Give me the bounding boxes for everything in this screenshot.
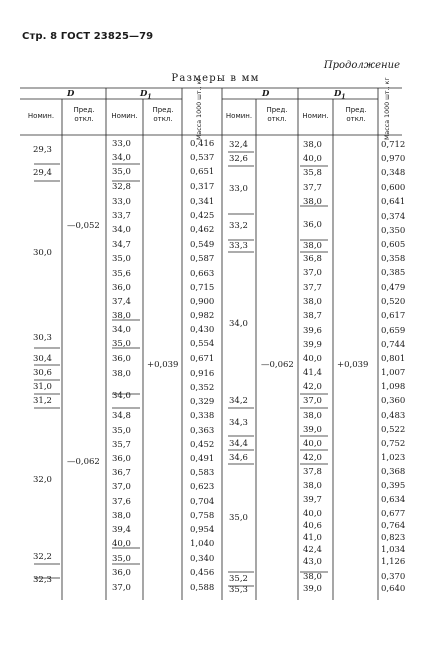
left-d1-cell: 35,7 bbox=[112, 440, 131, 450]
left-mass-cell: 0,663 bbox=[190, 269, 215, 279]
left-mass-cell: 0,587 bbox=[190, 254, 215, 264]
right-d1-cell: 37,0 bbox=[303, 268, 322, 278]
right-mass-cell: 0,600 bbox=[381, 183, 406, 193]
right-d-cell: 34,2 bbox=[229, 396, 248, 406]
right-d-deviation: —0,062 bbox=[261, 360, 294, 370]
right-d-cell: 34,4 bbox=[229, 439, 248, 449]
right-d1-cell: 39,7 bbox=[303, 495, 322, 505]
left-d1-cell: 37,0 bbox=[112, 583, 131, 593]
right-mass-cell: 1,034 bbox=[381, 545, 406, 555]
left-d1-cell: 34,7 bbox=[112, 240, 131, 250]
right-d-cell: 35,0 bbox=[229, 513, 248, 523]
col-d1-right: $D_1$ bbox=[334, 89, 346, 101]
left-mass-cell: 0,704 bbox=[190, 497, 215, 507]
right-mass-cell: 0,752 bbox=[381, 439, 406, 449]
left-d1-cell: 36,0 bbox=[112, 568, 131, 578]
col-nominal-d-right: Номин. bbox=[225, 112, 253, 120]
left-d1-cell: 35,0 bbox=[112, 254, 131, 264]
right-d1-cell: 36,0 bbox=[303, 220, 322, 230]
right-d-cell: 33,2 bbox=[229, 221, 248, 231]
col-d-right: D bbox=[262, 89, 270, 99]
col-mass-left: Масса 1000 шт., кг bbox=[196, 77, 203, 140]
left-d1-cell: 34,8 bbox=[112, 411, 131, 421]
right-d1-cell: 39,0 bbox=[303, 584, 322, 594]
right-mass-cell: 0,522 bbox=[381, 425, 406, 435]
right-mass-cell: 0,350 bbox=[381, 226, 406, 236]
left-mass-cell: 0,363 bbox=[190, 426, 215, 436]
right-mass-cell: 0,801 bbox=[381, 354, 406, 364]
right-mass-cell: 0,605 bbox=[381, 240, 406, 250]
left-mass-cell: 0,588 bbox=[190, 583, 215, 593]
left-mass-cell: 0,623 bbox=[190, 482, 215, 492]
right-mass-cell: 0,520 bbox=[381, 297, 406, 307]
right-mass-cell: 0,677 bbox=[381, 509, 406, 519]
left-d1-cell: 36,7 bbox=[112, 468, 131, 478]
left-d1-cell: 32,8 bbox=[112, 182, 131, 192]
right-mass-cell: 0,374 bbox=[381, 212, 406, 222]
right-d1-cell: 35,8 bbox=[303, 168, 322, 178]
right-mass-cell: 0,368 bbox=[381, 467, 406, 477]
col-nominal-d1-left: Номин. bbox=[111, 112, 138, 120]
right-d1-cell: 39,0 bbox=[303, 425, 322, 435]
left-mass-cell: 0,900 bbox=[190, 297, 215, 307]
right-d1-cell: 37,7 bbox=[303, 283, 322, 293]
right-mass-cell: 0,360 bbox=[381, 396, 406, 406]
right-d1-cell: 38,0 bbox=[303, 481, 322, 491]
left-d-cell: 32,3 bbox=[33, 575, 52, 585]
col-dev-d1-right: Пред. откл. bbox=[345, 106, 367, 123]
left-mass-cell: 0,549 bbox=[190, 240, 215, 250]
right-d-cell: 34,6 bbox=[229, 453, 248, 463]
col-d-left: D bbox=[67, 89, 75, 99]
left-mass-cell: 0,416 bbox=[190, 139, 215, 149]
right-mass-cell: 1,126 bbox=[381, 557, 406, 567]
left-d-cell: 30,0 bbox=[33, 248, 52, 258]
right-d1-cell: 40,6 bbox=[303, 521, 322, 531]
left-d1-cell: 37,6 bbox=[112, 497, 131, 507]
left-d1-cell: 37,0 bbox=[112, 482, 131, 492]
left-mass-cell: 0,554 bbox=[190, 339, 215, 349]
left-mass-cell: 0,491 bbox=[190, 454, 215, 464]
right-mass-cell: 0,617 bbox=[381, 311, 406, 321]
right-d-cell: 33,3 bbox=[229, 241, 248, 251]
right-d-cell: 32,4 bbox=[229, 140, 248, 150]
left-d1-cell: 38,0 bbox=[112, 311, 131, 321]
right-d1-cell: 37,7 bbox=[303, 183, 322, 193]
right-mass-cell: 0,641 bbox=[381, 197, 406, 207]
left-d1-cell: 38,0 bbox=[112, 511, 131, 521]
left-d1-cell: 34,0 bbox=[112, 225, 131, 235]
right-mass-cell: 0,348 bbox=[381, 168, 406, 178]
right-d1-deviation: +0,039 bbox=[337, 360, 369, 370]
right-d1-cell: 42,0 bbox=[303, 382, 322, 392]
left-d-cell: 31,0 bbox=[33, 382, 52, 392]
right-mass-cell: 1,007 bbox=[381, 368, 406, 378]
right-d1-cell: 40,0 bbox=[303, 509, 322, 519]
left-mass-cell: 0,758 bbox=[190, 511, 215, 521]
right-d1-cell: 40,0 bbox=[303, 354, 322, 364]
right-mass-cell: 0,640 bbox=[381, 584, 406, 594]
left-d1-cell: 34,0 bbox=[112, 153, 131, 163]
left-d1-cell: 36,0 bbox=[112, 354, 131, 364]
left-mass-cell: 0,537 bbox=[190, 153, 215, 163]
left-d-cell: 30,3 bbox=[33, 333, 52, 343]
left-d-cell: 32,0 bbox=[33, 475, 52, 485]
left-d1-cell: 33,0 bbox=[112, 139, 131, 149]
right-d1-cell: 39,6 bbox=[303, 326, 322, 336]
right-mass-cell: 0,970 bbox=[381, 154, 406, 164]
left-mass-cell: 0,452 bbox=[190, 440, 215, 450]
right-mass-cell: 0,358 bbox=[381, 254, 406, 264]
left-d1-cell: 35,6 bbox=[112, 269, 131, 279]
right-mass-cell: 1,023 bbox=[381, 453, 406, 463]
right-d-cell: 34,0 bbox=[229, 319, 248, 329]
page-header: Стр. 8 ГОСТ 23825—79 bbox=[22, 31, 154, 42]
right-d1-cell: 39,9 bbox=[303, 340, 322, 350]
left-d-cell: 32,2 bbox=[33, 552, 52, 562]
left-d1-cell: 33,7 bbox=[112, 211, 131, 221]
left-d-cell: 29,3 bbox=[33, 145, 52, 155]
right-d1-cell: 36,8 bbox=[303, 254, 322, 264]
right-d-cell: 34,3 bbox=[229, 418, 248, 428]
left-mass-cell: 0,317 bbox=[190, 182, 215, 192]
left-d1-cell: 39,4 bbox=[112, 525, 131, 535]
right-d1-cell: 38,0 bbox=[303, 411, 322, 421]
left-d1-cell: 37,4 bbox=[112, 297, 131, 307]
left-d1-cell: 35,0 bbox=[112, 339, 131, 349]
right-mass-cell: 0,370 bbox=[381, 572, 406, 582]
col-dev-d1-left: Пред. откл. bbox=[152, 106, 174, 123]
right-d1-cell: 37,0 bbox=[303, 396, 322, 406]
left-d1-cell: 34,0 bbox=[112, 325, 131, 335]
col-nominal-d-left: Номин. bbox=[27, 112, 55, 120]
left-d1-cell: 33,0 bbox=[112, 197, 131, 207]
right-d-cell: 33,0 bbox=[229, 184, 248, 194]
left-mass-cell: 0,456 bbox=[190, 568, 215, 578]
left-d1-cell: 40,0 bbox=[112, 539, 131, 549]
left-d-cell: 30,4 bbox=[33, 354, 52, 364]
left-mass-cell: 0,715 bbox=[190, 283, 215, 293]
left-mass-cell: 0,352 bbox=[190, 383, 215, 393]
right-d1-cell: 38,7 bbox=[303, 311, 322, 321]
left-d-deviation: —0,062 bbox=[67, 457, 100, 467]
right-d1-cell: 42,4 bbox=[303, 545, 322, 555]
right-mass-cell: 0,634 bbox=[381, 495, 406, 505]
right-mass-cell: 0,764 bbox=[381, 521, 406, 531]
continuation-label: Продолжение bbox=[323, 60, 400, 71]
right-mass-cell: 0,744 bbox=[381, 340, 406, 350]
col-d1-left: $D_1$ bbox=[140, 89, 152, 101]
left-mass-cell: 0,462 bbox=[190, 225, 215, 235]
right-mass-cell: 0,659 bbox=[381, 326, 406, 336]
left-mass-cell: 0,671 bbox=[190, 354, 215, 364]
right-d1-cell: 41,0 bbox=[303, 533, 322, 543]
right-d1-cell: 38,0 bbox=[303, 241, 322, 251]
left-mass-cell: 0,651 bbox=[190, 167, 215, 177]
right-d1-cell: 41,4 bbox=[303, 368, 322, 378]
left-d1-cell: 36,0 bbox=[112, 283, 131, 293]
left-mass-cell: 0,338 bbox=[190, 411, 215, 421]
left-d1-cell: 35,0 bbox=[112, 167, 131, 177]
right-mass-cell: 0,823 bbox=[381, 533, 406, 543]
col-mass-right: Масса 1000 шт., кг bbox=[384, 77, 391, 140]
right-d1-cell: 43,0 bbox=[303, 557, 322, 567]
left-d-deviation: —0,052 bbox=[67, 221, 100, 231]
right-d1-cell: 37,8 bbox=[303, 467, 322, 477]
right-d1-cell: 40,0 bbox=[303, 439, 322, 449]
right-d1-cell: 42,0 bbox=[303, 453, 322, 463]
left-mass-cell: 0,583 bbox=[190, 468, 215, 478]
left-mass-cell: 0,329 bbox=[190, 397, 215, 407]
left-mass-cell: 0,954 bbox=[190, 525, 215, 535]
units-caption: Размеры в мм bbox=[171, 73, 260, 84]
left-d-cell: 29,4 bbox=[33, 168, 52, 178]
left-d1-cell: 35,0 bbox=[112, 426, 131, 436]
left-mass-cell: 1,040 bbox=[190, 539, 215, 549]
left-mass-cell: 0,340 bbox=[190, 554, 215, 564]
left-mass-cell: 0,982 bbox=[190, 311, 215, 321]
col-dev-d-left: Пред. откл. bbox=[73, 106, 95, 123]
left-d1-cell: 36,0 bbox=[112, 454, 131, 464]
left-mass-cell: 0,430 bbox=[190, 325, 215, 335]
right-d1-cell: 38,0 bbox=[303, 297, 322, 307]
right-d1-cell: 38,0 bbox=[303, 572, 322, 582]
col-nominal-d1-right: Номин. bbox=[302, 112, 329, 120]
left-d-cell: 31,2 bbox=[33, 396, 52, 406]
left-mass-cell: 0,341 bbox=[190, 197, 215, 207]
right-d-cell: 35,2 bbox=[229, 574, 248, 584]
right-d1-cell: 38,0 bbox=[303, 140, 322, 150]
right-mass-cell: 0,479 bbox=[381, 283, 406, 293]
right-mass-cell: 0,395 bbox=[381, 481, 406, 491]
right-d-cell: 32,6 bbox=[229, 154, 248, 164]
right-mass-cell: 0,712 bbox=[381, 140, 406, 150]
left-d1-cell: 34,0 bbox=[112, 391, 131, 401]
right-mass-cell: 0,385 bbox=[381, 268, 406, 278]
right-mass-cell: 1,098 bbox=[381, 382, 406, 392]
right-mass-cell: 0,483 bbox=[381, 411, 406, 421]
left-d1-cell: 35,0 bbox=[112, 554, 131, 564]
left-d-cell: 30,6 bbox=[33, 368, 52, 378]
col-dev-d-right: Пред. откл. bbox=[266, 106, 288, 123]
right-d1-cell: 38,0 bbox=[303, 197, 322, 207]
left-d1-deviation: +0,039 bbox=[147, 360, 179, 370]
left-mass-cell: 0,425 bbox=[190, 211, 215, 221]
left-mass-cell: 0,916 bbox=[190, 369, 215, 379]
left-d1-cell: 38,0 bbox=[112, 369, 131, 379]
right-d-cell: 35,3 bbox=[229, 585, 248, 595]
right-d1-cell: 40,0 bbox=[303, 154, 322, 164]
